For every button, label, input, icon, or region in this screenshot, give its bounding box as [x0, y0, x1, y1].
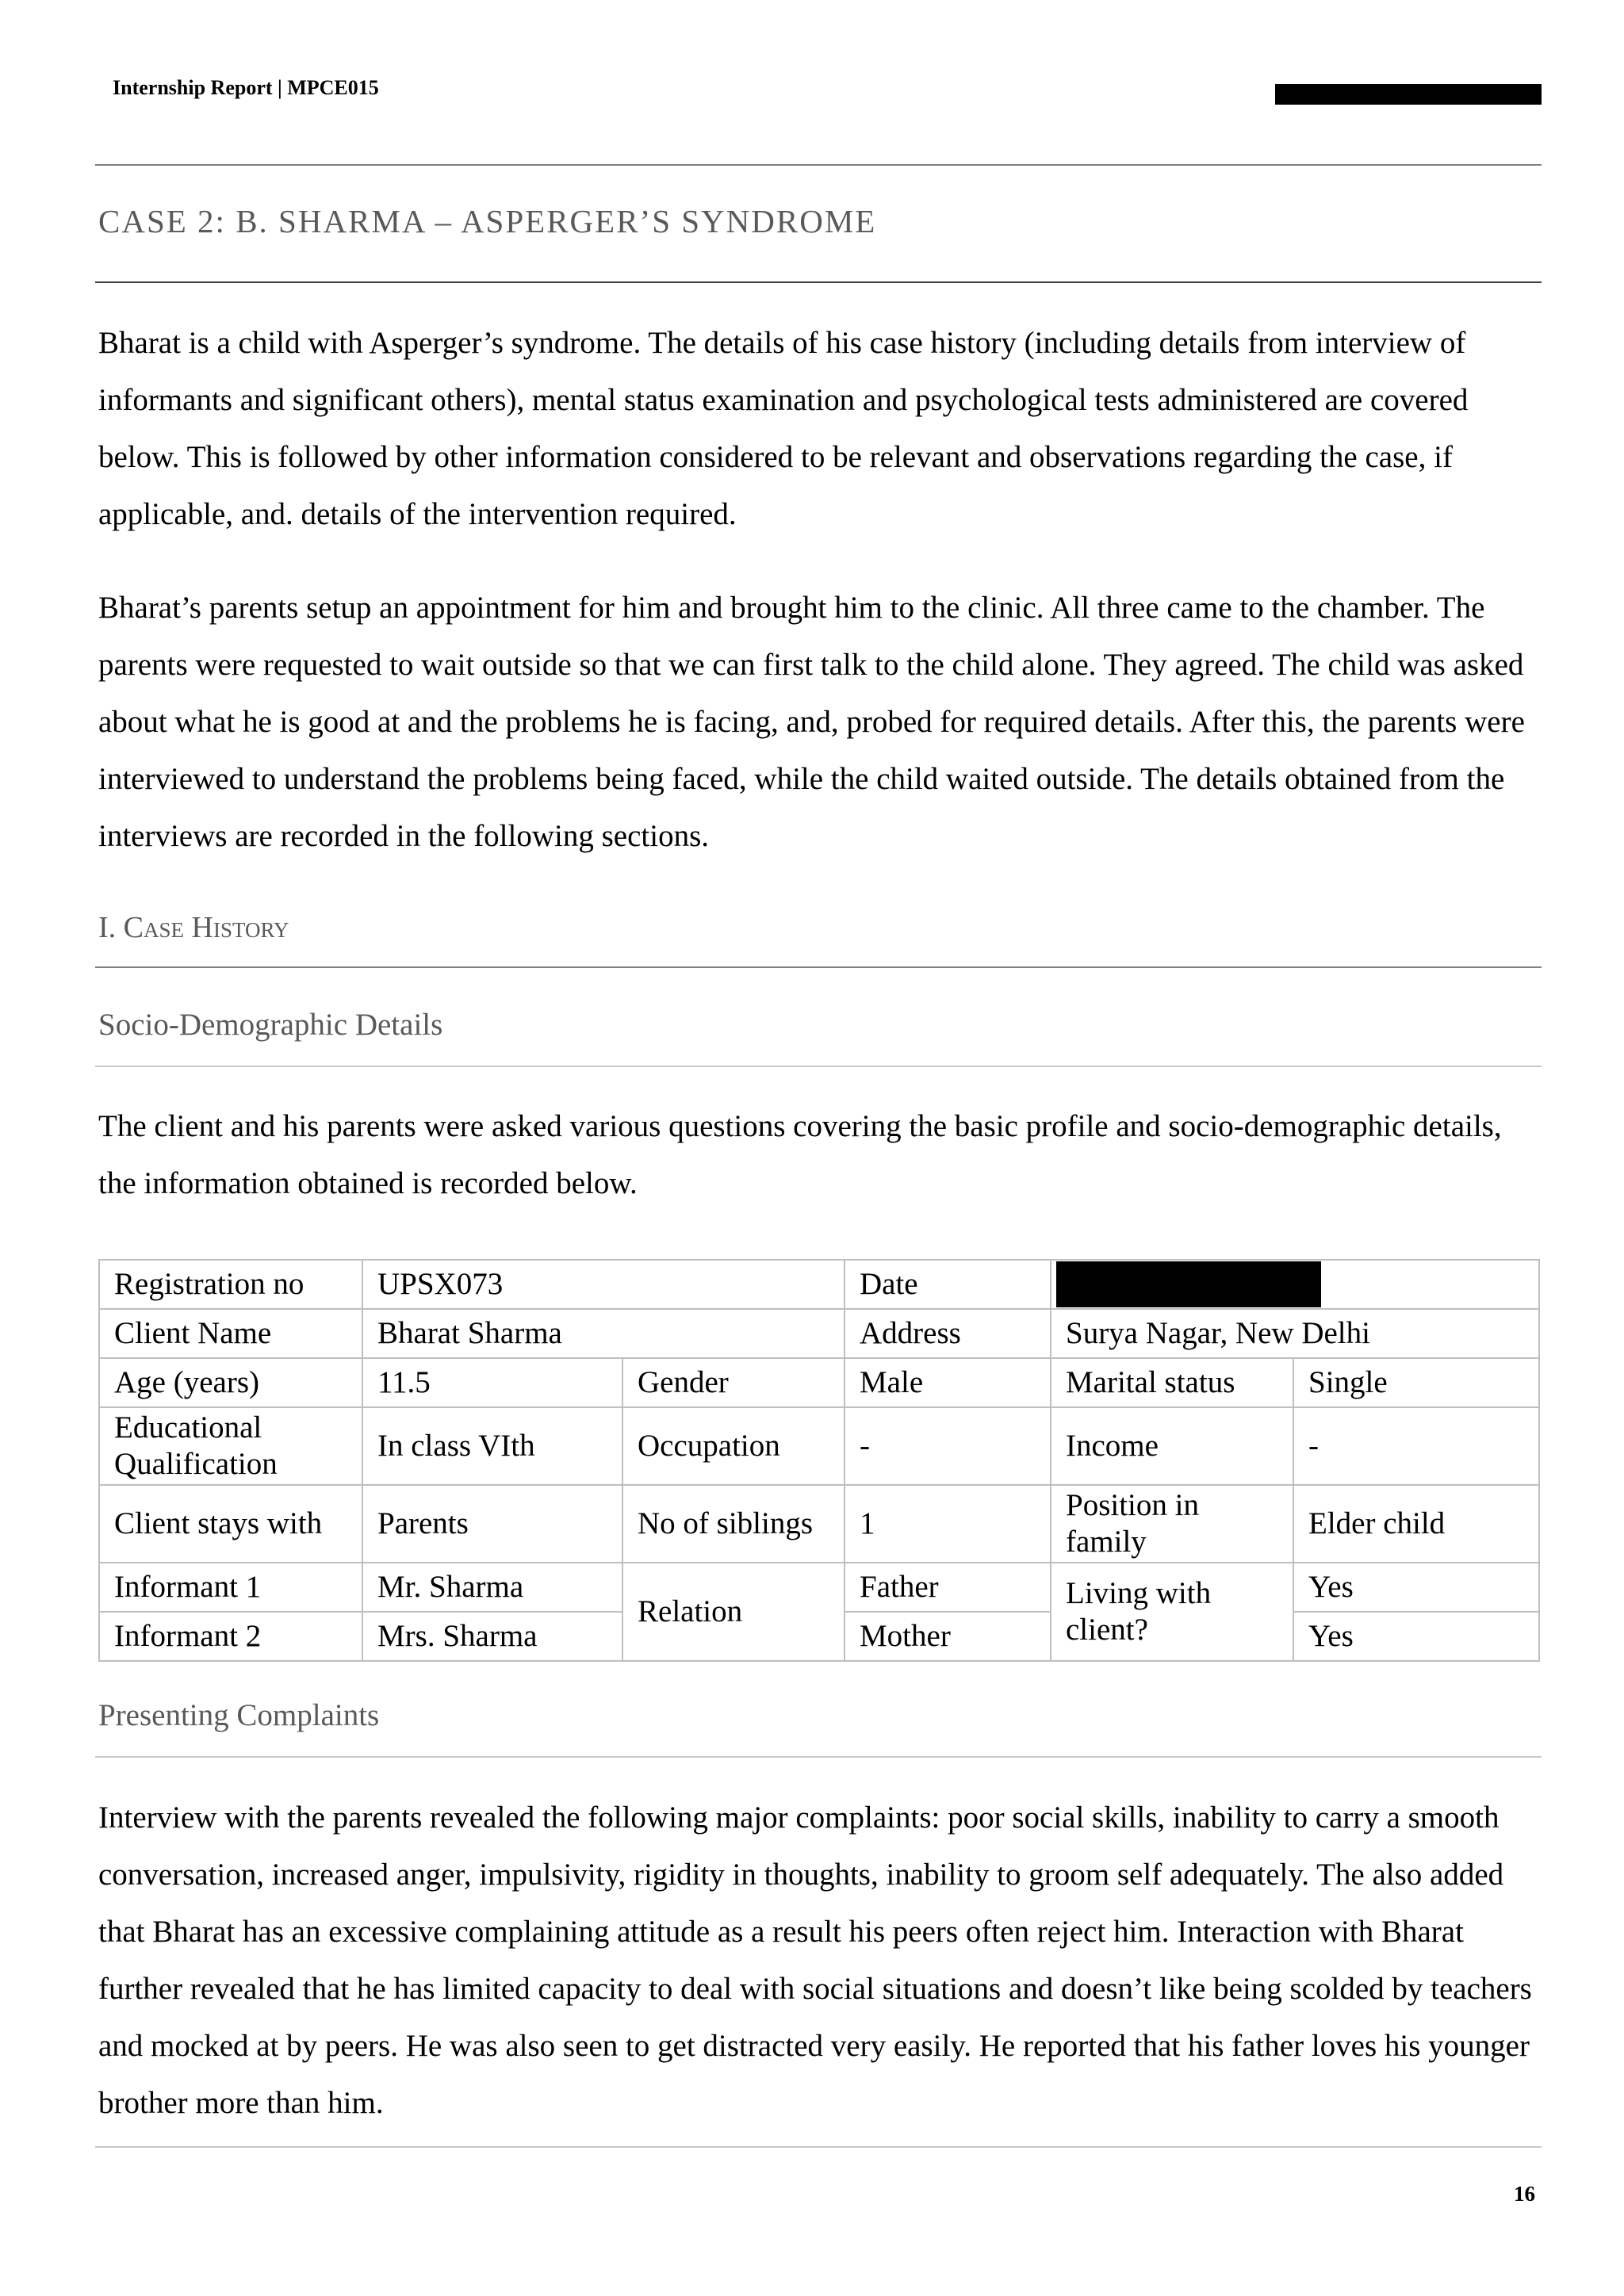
address-value: Surya Nagar, New Delhi	[1051, 1309, 1539, 1358]
relation-2-value: Mother	[845, 1612, 1051, 1661]
family-position-value: Elder child	[1293, 1485, 1539, 1563]
relation-label: Relation	[622, 1563, 845, 1661]
client-name-value: Bharat Sharma	[362, 1309, 845, 1358]
table-row	[99, 1309, 1539, 1358]
siblings-value: 1	[845, 1485, 1051, 1563]
section-divider	[95, 966, 1542, 968]
date-label: Date	[845, 1260, 1051, 1309]
education-value: In class VIth	[362, 1407, 622, 1485]
header-divider	[95, 164, 1542, 166]
registration-label: Registration no	[99, 1260, 362, 1309]
redacted-date	[1056, 1261, 1321, 1307]
informant-1-value: Mr. Sharma	[362, 1563, 622, 1612]
page-number: 16	[1514, 2182, 1535, 2206]
table-row	[99, 1358, 1539, 1407]
gender-label: Gender	[622, 1358, 845, 1407]
marital-status-value: Single	[1293, 1358, 1539, 1407]
family-position-label: Position in family	[1051, 1485, 1293, 1563]
table-row	[99, 1485, 1539, 1563]
income-value: -	[1293, 1407, 1539, 1485]
address-label: Address	[845, 1309, 1051, 1358]
complaints-text: Interview with the parents revealed the following major complaints: poor social skills, inability to carry a smooth conversation, increased anger, impulsivity, rigidity in thoughts, inability to groom self adequately. The also added that Bharat has an excessive complaining attitude as a result his peers often reject him. Interaction with Bharat further revealed that he has limited capacity to deal with social situations and doesn’t like being scolded by teachers and mocked at by peers. He was also seen to get distracted very easily. He reported that his father loves his younger brother more than him.	[98, 1800, 1532, 2120]
subsection-title-complaints: Presenting Complaints	[98, 1698, 380, 1732]
occupation-value: -	[845, 1407, 1051, 1485]
case-title: CASE 2: B. SHARMA – ASPERGER’S SYNDROME	[98, 203, 877, 239]
living-with-label: Living with client?	[1051, 1563, 1293, 1661]
education-label: Educational Qualification	[99, 1407, 362, 1485]
table-row	[99, 1407, 1539, 1485]
living-1-value: Yes	[1293, 1563, 1539, 1612]
intro-paragraph-1: Bharat is a child with Asperger’s syndrome. The details of his case history (including details from interview of informants and significant others), mental status examination and psychological tests administered are covered below. This is followed by other information considered to be relevant and observations regarding the case, if applicable, and. details of the intervention required.	[98, 326, 1469, 531]
client-name-label: Client Name	[99, 1309, 362, 1358]
living-2-value: Yes	[1293, 1612, 1539, 1661]
sociodemographic-text: The client and his parents were asked various questions covering the basic profile and socio-demographic details, the information obtained is recorded below.	[98, 1109, 1502, 1200]
intro-paragraph-2: Bharat’s parents setup an appointment for him and brought him to the clinic. All three came to the chamber. The parents were requested to wait outside so that we can first talk to the child alone. They agreed. The child was asked about what he is good at and the problems he is facing, and, probed for required details. After this, the parents were interviewed to understand the problems being faced, while the child waited outside. The details obtained from the interviews are recorded in the following sections.	[98, 591, 1525, 853]
income-label: Income	[1051, 1407, 1293, 1485]
complaints-divider	[95, 1756, 1542, 1758]
report-header: Internship Report | MPCE015	[113, 76, 379, 99]
subsection-divider	[95, 1066, 1542, 1067]
table-row	[99, 1563, 1539, 1612]
registration-value: UPSX073	[362, 1260, 845, 1309]
age-label: Age (years)	[99, 1358, 362, 1407]
relation-1-value: Father	[845, 1563, 1051, 1612]
stays-with-value: Parents	[362, 1485, 622, 1563]
redacted-name	[1275, 84, 1542, 105]
footer-divider	[95, 2146, 1542, 2148]
sociodemographic-table	[98, 1259, 1540, 1662]
gender-value: Male	[845, 1358, 1051, 1407]
informant-2-value: Mrs. Sharma	[362, 1612, 622, 1661]
informant-2-label: Informant 2	[99, 1612, 362, 1661]
subsection-title-sociodemographic: Socio-Demographic Details	[98, 1008, 443, 1042]
occupation-label: Occupation	[622, 1407, 845, 1485]
siblings-label: No of siblings	[622, 1485, 845, 1563]
table-row	[99, 1260, 1539, 1309]
informant-1-label: Informant 1	[99, 1563, 362, 1612]
date-value	[1051, 1260, 1539, 1309]
marital-status-label: Marital status	[1051, 1358, 1293, 1407]
stays-with-label: Client stays with	[99, 1485, 362, 1563]
age-value: 11.5	[362, 1358, 622, 1407]
case-title-divider	[95, 281, 1542, 283]
section-title-case-history: I. Case History	[98, 911, 289, 944]
